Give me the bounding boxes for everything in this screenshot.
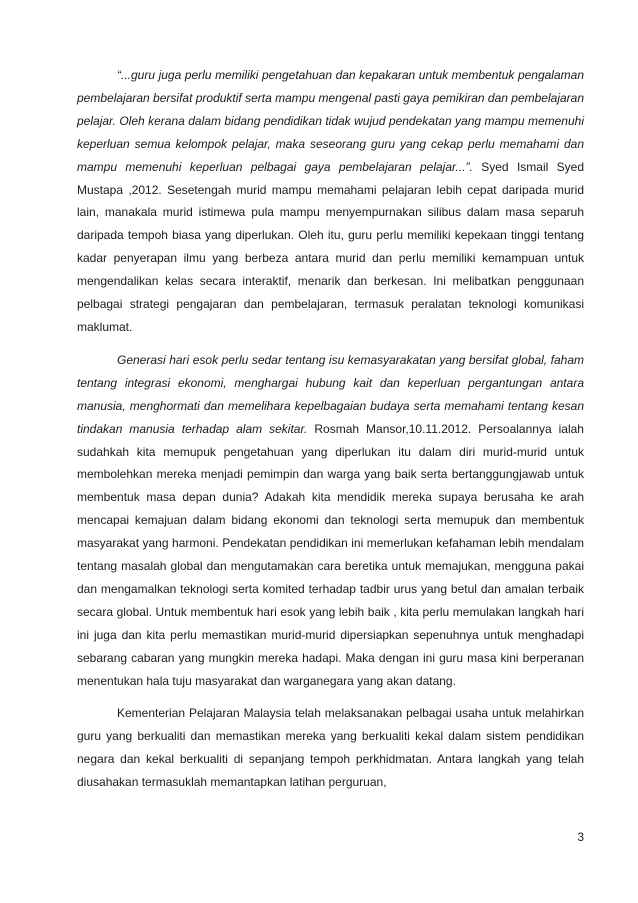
paragraph-2 bbox=[77, 349, 584, 693]
paragraph-1-text: Syed Ismail Syed Mustapa ,2012. Sesetengah murid mampu memahami pelajaran lebih cepat daripada murid lain, manakala murid istimewa pula mampu menyempurnakan silibus dalam masa separuh daripada tempoh biasa yang diperlukan. Oleh itu, guru perlu memiliki kepekaan tinggi tentang kadar penyerapan ilmu yang berbeza antara murid dan perlu memiliki kemampuan untuk mengendalikan kelas secara interaktif, menarik dan berkesan. Ini melibatkan penggunaan pelbagai strategi pengajaran dan pembelajaran, termasuk peralatan teknologi komunikasi maklumat. bbox=[77, 159, 584, 334]
body-text bbox=[77, 64, 584, 794]
page-number: 3 bbox=[577, 830, 584, 844]
quotation-rosmah-mansor: Generasi hari esok perlu sedar tentang isu kemasyarakatan yang bersifat global, faham tentang integrasi ekonomi, menghargai hubung kait dan keperluan pergantungan antara manusia, menghormati dan memelihara kepelbagaian budaya serta memahami tentang kesan tindakan manusia terhadap alam sekitar. bbox=[77, 352, 584, 436]
paragraph-3-text: Kementerian Pelajaran Malaysia telah melaksanakan pelbagai usaha untuk melahirkan guru yang berkualiti dan memastikan mereka yang berkualiti kekal dalam sistem pendidikan negara dan kekal berkualiti di sepanjang tempoh perkhidmatan. Antara langkah yang telah diusahakan termasuklah memantapkan latihan perguruan, bbox=[77, 706, 584, 790]
paragraph-1 bbox=[77, 64, 584, 339]
quotation-syed-ismail: “...guru juga perlu memiliki pengetahuan dan kepakaran untuk membentuk pengalaman pembelajaran bersifat produktif serta mampu mengenal pasti gaya pemikiran dan pembelajaran pelajar. Oleh kerana dalam bidang pendidikan tidak wujud pendekatan yang mampu memenuhi keperluan semua kelompok pelajar, maka seseorang guru yang cekap perlu memahami dan mampu memenuhi keperluan pelbagai gaya pembelajaran pelajar...”. bbox=[77, 68, 584, 174]
paragraph-3 bbox=[77, 702, 584, 794]
paragraph-2-text: Rosmah Mansor,10.11.2012. Persoalannya ialah sudahkah kita memupuk pengetahuan yang diperlukan itu dalam diri murid-murid untuk membolehkan mereka menjadi pemimpin dan warga yang baik serta bertanggungjawab untuk membentuk masa depan dunia? Adakah kita mendidik mereka supaya berusaha ke arah mencapai kemajuan dalam bidang ekonomi dan teknologi serta memupuk dan membentuk masyarakat yang harmoni. Pendekatan pendidikan ini memerlukan kefahaman lebih mendalam tentang masalah global dan mengutamakan cara beretika untuk memajukan, mengguna pakai dan mengamalkan teknologi serta komited terhadap tadbir urus yang betul dan amalan terbaik secara global. Untuk membentuk hari esok yang lebih baik , kita perlu memulakan langkah hari ini juga dan kita perlu memastikan murid-murid dipersiapkan sepenuhnya untuk menghadapi sebarang cabaran yang mungkin mereka hadapi. Maka dengan ini guru masa kini berperanan menentukan hala tuju masyarakat dan warganegara yang akan datang. bbox=[77, 421, 584, 688]
